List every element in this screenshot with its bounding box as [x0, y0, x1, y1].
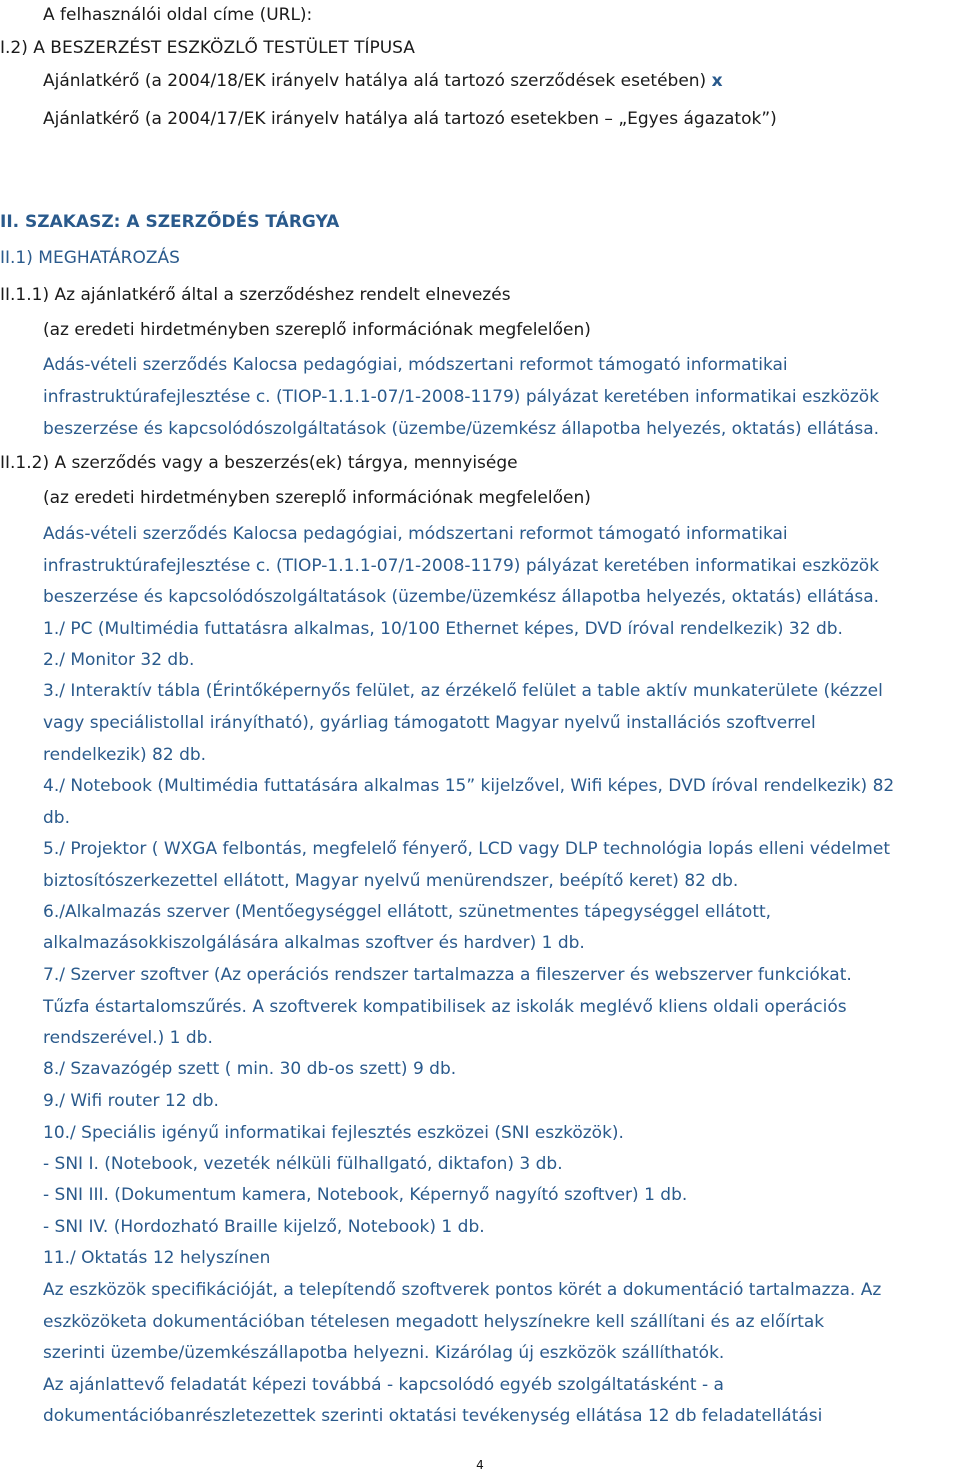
item-112-line: 7./ Szerver szoftver (Az operációs rendszer tartalmazza a fileszerver és webszerver funkciókat.: [43, 965, 852, 985]
item-112-line: infrastruktúrafejlesztése c. (TIOP-1.1.1-07/1-2008-1179) pályázat keretében informatikai eszközök: [43, 556, 880, 576]
option-2-text: Ajánlatkérő (a 2004/17/EK irányelv hatálya alá tartozó esetekben – „Egyes ágazatok”): [43, 109, 777, 129]
item-112-line: 3./ Interaktív tábla (Érintőképernyős felület, az érzékelő felület a table aktív munkaterülete (kézzel: [43, 681, 883, 701]
item-112-line: Az eszközök specifikációját, a telepítendő szoftverek pontos körét a dokumentáció tartalmazza. Az: [43, 1280, 882, 1300]
item-112-line: 10./ Speciális igényű informatikai fejlesztés eszközei (SNI eszközök).: [43, 1123, 624, 1143]
item-112-line: beszerzése és kapcsolódószolgáltatások (üzembe/üzemkész állapotba helyezés, oktatás) ellátása.: [43, 587, 880, 607]
item-112-line: alkalmazásokkiszolgálására alkalmas szoftver és hardver) 1 db.: [43, 933, 585, 953]
item-111-line: infrastruktúrafejlesztése c. (TIOP-1.1.1-07/1-2008-1179) pályázat keretében informatikai eszközök: [43, 387, 880, 407]
item-112-line: - SNI I. (Notebook, vezeték nélküli fülhallgató, diktafon) 3 db.: [43, 1154, 563, 1174]
option-1-mark: x: [711, 71, 723, 91]
url-label: A felhasználói oldal címe (URL):: [43, 5, 313, 25]
item-112-line: 9./ Wifi router 12 db.: [43, 1091, 219, 1111]
item-112-line: Az ajánlattevő feladatát képezi továbbá - kapcsolódó egyéb szolgáltatásként - a: [43, 1375, 724, 1395]
item-112-line: 2./ Monitor 32 db.: [43, 650, 195, 670]
item-112-heading: II.1.2) A szerződés vagy a beszerzés(ek) tárgya, mennyisége: [0, 453, 518, 473]
item-112-line: 6./Alkalmazás szerver (Mentőegységgel ellátott, szünetmentes tápegységgel ellátott,: [43, 902, 772, 922]
item-112-line: - SNI III. (Dokumentum kamera, Notebook, Képernyő nagyító szoftver) 1 db.: [43, 1185, 688, 1205]
item-111-line: Adás-vételi szerződés Kalocsa pedagógiai, módszertani reformot támogató informatikai: [43, 355, 788, 375]
item-112-line: Adás-vételi szerződés Kalocsa pedagógiai, módszertani reformot támogató informatikai: [43, 524, 788, 544]
item-111-heading: II.1.1) Az ajánlatkérő által a szerződéshez rendelt elnevezés: [0, 285, 511, 305]
item-112-line: szerinti üzembe/üzemkészállapotba helyezni. Kizárólag új eszközök szállíthatók.: [43, 1343, 725, 1363]
section-2-1-heading: II.1) MEGHATÁROZÁS: [0, 248, 180, 268]
option-1-line: [43, 70, 723, 92]
item-112-line: 4./ Notebook (Multimédia futtatására alkalmas 15” kijelzővel, Wifi képes, DVD íróval rendelkezik) 82: [43, 776, 895, 796]
option-1-text: Ajánlatkérő (a 2004/18/EK irányelv hatálya alá tartozó szerződések esetében): [43, 71, 707, 91]
item-111-line: beszerzése és kapcsolódószolgáltatások (üzembe/üzemkész állapotba helyezés, oktatás) ellátása.: [43, 419, 880, 439]
item-112-line: db.: [43, 808, 70, 828]
item-112-line: 8./ Szavazógép szett ( min. 30 db-os szett) 9 db.: [43, 1059, 457, 1079]
item-112-line: vagy speciálistollal irányítható), gyárliag támogatott Magyar nyelvű installációs szoftverrel: [43, 713, 816, 733]
section-2-title: II. SZAKASZ: A SZERZŐDÉS TÁRGYA: [0, 212, 340, 232]
item-112-line: 5./ Projektor ( WXGA felbontás, megfelelő fényerő, LCD vagy DLP technológia lopás elleni védelmet: [43, 839, 890, 859]
item-112-note: (az eredeti hirdetményben szereplő információnak megfelelően): [43, 488, 591, 508]
item-112-line: rendelkezik) 82 db.: [43, 745, 207, 765]
item-112-line: eszközöketa dokumentációban tételesen megadott helyszínekre kell szállítani és az előírtak: [43, 1312, 825, 1332]
item-112-line: Tűzfa éstartalomszűrés. A szoftverek kompatibilisek az iskolák meglévő kliens oldali operációs: [43, 997, 847, 1017]
item-112-line: 1./ PC (Multimédia futtatásra alkalmas, 10/100 Ethernet képes, DVD íróval rendelkezik) 32 db.: [43, 619, 843, 639]
item-112-line: 11./ Oktatás 12 helyszínen: [43, 1248, 271, 1268]
item-111-note: (az eredeti hirdetményben szereplő információnak megfelelően): [43, 320, 591, 340]
item-112-line: - SNI IV. (Hordozható Braille kijelző, Notebook) 1 db.: [43, 1217, 485, 1237]
item-112-line: rendszerével.) 1 db.: [43, 1028, 213, 1048]
section-i2-heading: I.2) A BESZERZÉST ESZKÖZLŐ TESTÜLET TÍPUSA: [0, 38, 415, 58]
item-112-line: biztosítószerkezettel ellátott, Magyar nyelvű menürendszer, beépítő keret) 82 db.: [43, 871, 739, 891]
item-112-line: dokumentációbanrészletezettek szerinti oktatási tevékenység ellátása 12 db feladatellátási: [43, 1406, 823, 1426]
page-number: 4: [476, 1458, 484, 1472]
